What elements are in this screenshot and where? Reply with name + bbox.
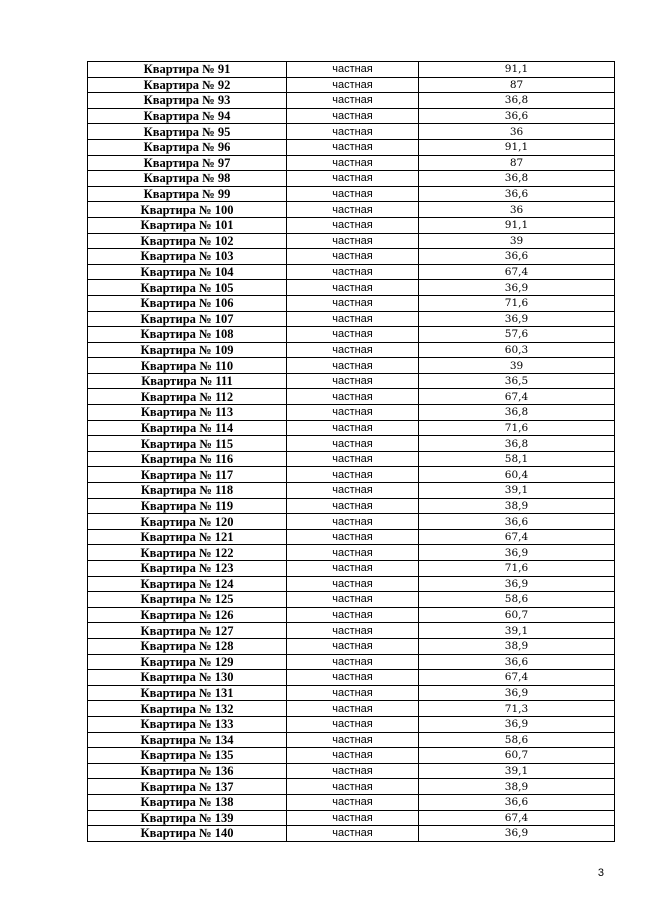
area-cell: 67,4 xyxy=(419,264,615,280)
ownership-type-cell: частная xyxy=(287,826,419,842)
area-cell: 36,9 xyxy=(419,716,615,732)
apartment-name-cell: Квартира № 94 xyxy=(88,108,287,124)
area-cell: 36,6 xyxy=(419,654,615,670)
apartment-name-cell: Квартира № 119 xyxy=(88,498,287,514)
apartment-name-cell: Квартира № 104 xyxy=(88,264,287,280)
ownership-type-cell: частная xyxy=(287,701,419,717)
table-row xyxy=(88,311,615,327)
apartment-name-cell: Квартира № 120 xyxy=(88,514,287,530)
area-cell: 36,9 xyxy=(419,826,615,842)
table-row xyxy=(88,249,615,265)
table-row xyxy=(88,389,615,405)
ownership-type-cell: частная xyxy=(287,389,419,405)
area-cell: 36,6 xyxy=(419,794,615,810)
area-cell: 57,6 xyxy=(419,327,615,343)
table-row xyxy=(88,280,615,296)
table-row xyxy=(88,701,615,717)
ownership-type-cell: частная xyxy=(287,327,419,343)
table-row xyxy=(88,342,615,358)
apartment-name-cell: Квартира № 92 xyxy=(88,77,287,93)
ownership-type-cell: частная xyxy=(287,592,419,608)
table-row xyxy=(88,171,615,187)
page-number: 3 xyxy=(597,867,604,879)
table-row xyxy=(88,93,615,109)
area-cell: 67,4 xyxy=(419,529,615,545)
area-cell: 91,1 xyxy=(419,62,615,78)
apartment-name-cell: Квартира № 127 xyxy=(88,623,287,639)
table-row xyxy=(88,810,615,826)
area-cell: 36,8 xyxy=(419,93,615,109)
table-row xyxy=(88,483,615,499)
apartment-name-cell: Квартира № 135 xyxy=(88,748,287,764)
apartment-name-cell: Квартира № 125 xyxy=(88,592,287,608)
apartment-name-cell: Квартира № 100 xyxy=(88,202,287,218)
table-row xyxy=(88,779,615,795)
table-row xyxy=(88,623,615,639)
ownership-type-cell: частная xyxy=(287,62,419,78)
table-row xyxy=(88,545,615,561)
area-cell: 60,7 xyxy=(419,607,615,623)
area-cell: 36,6 xyxy=(419,108,615,124)
apartment-name-cell: Квартира № 123 xyxy=(88,561,287,577)
apartment-name-cell: Квартира № 105 xyxy=(88,280,287,296)
apartment-name-cell: Квартира № 99 xyxy=(88,186,287,202)
table-row xyxy=(88,451,615,467)
table-row xyxy=(88,592,615,608)
ownership-type-cell: частная xyxy=(287,654,419,670)
area-cell: 91,1 xyxy=(419,217,615,233)
area-cell: 36,9 xyxy=(419,576,615,592)
area-cell: 36,8 xyxy=(419,405,615,421)
table-row xyxy=(88,763,615,779)
area-cell: 60,7 xyxy=(419,748,615,764)
area-cell: 58,6 xyxy=(419,732,615,748)
area-cell: 36,8 xyxy=(419,171,615,187)
ownership-type-cell: частная xyxy=(287,264,419,280)
ownership-type-cell: частная xyxy=(287,217,419,233)
ownership-type-cell: частная xyxy=(287,607,419,623)
apartment-name-cell: Квартира № 138 xyxy=(88,794,287,810)
area-cell: 60,4 xyxy=(419,467,615,483)
table-row xyxy=(88,233,615,249)
area-cell: 36 xyxy=(419,202,615,218)
area-cell: 71,6 xyxy=(419,295,615,311)
table-row xyxy=(88,654,615,670)
area-cell: 36,9 xyxy=(419,685,615,701)
ownership-type-cell: частная xyxy=(287,280,419,296)
ownership-type-cell: частная xyxy=(287,529,419,545)
apartment-name-cell: Квартира № 98 xyxy=(88,171,287,187)
ownership-type-cell: частная xyxy=(287,436,419,452)
table-row xyxy=(88,108,615,124)
ownership-type-cell: частная xyxy=(287,670,419,686)
apartment-name-cell: Квартира № 101 xyxy=(88,217,287,233)
ownership-type-cell: частная xyxy=(287,732,419,748)
apartment-name-cell: Квартира № 91 xyxy=(88,62,287,78)
apartment-name-cell: Квартира № 97 xyxy=(88,155,287,171)
ownership-type-cell: частная xyxy=(287,77,419,93)
table-row xyxy=(88,529,615,545)
apartment-name-cell: Квартира № 118 xyxy=(88,483,287,499)
area-cell: 36,8 xyxy=(419,436,615,452)
apartments-table xyxy=(87,61,615,842)
table-row xyxy=(88,217,615,233)
apartment-name-cell: Квартира № 107 xyxy=(88,311,287,327)
ownership-type-cell: частная xyxy=(287,561,419,577)
apartment-name-cell: Квартира № 139 xyxy=(88,810,287,826)
ownership-type-cell: частная xyxy=(287,405,419,421)
ownership-type-cell: частная xyxy=(287,763,419,779)
area-cell: 58,1 xyxy=(419,451,615,467)
table-row xyxy=(88,295,615,311)
ownership-type-cell: частная xyxy=(287,716,419,732)
apartment-name-cell: Квартира № 117 xyxy=(88,467,287,483)
ownership-type-cell: частная xyxy=(287,311,419,327)
ownership-type-cell: частная xyxy=(287,779,419,795)
apartment-name-cell: Квартира № 95 xyxy=(88,124,287,140)
area-cell: 36,9 xyxy=(419,280,615,296)
table-row xyxy=(88,732,615,748)
apartment-name-cell: Квартира № 108 xyxy=(88,327,287,343)
table-row xyxy=(88,467,615,483)
area-cell: 60,3 xyxy=(419,342,615,358)
area-cell: 39 xyxy=(419,233,615,249)
apartments-table-body xyxy=(88,62,615,842)
ownership-type-cell: частная xyxy=(287,249,419,265)
area-cell: 38,9 xyxy=(419,638,615,654)
table-row xyxy=(88,124,615,140)
area-cell: 36,9 xyxy=(419,545,615,561)
apartment-name-cell: Квартира № 93 xyxy=(88,93,287,109)
table-row xyxy=(88,420,615,436)
area-cell: 39,1 xyxy=(419,623,615,639)
area-cell: 38,9 xyxy=(419,779,615,795)
apartment-name-cell: Квартира № 132 xyxy=(88,701,287,717)
ownership-type-cell: частная xyxy=(287,748,419,764)
table-row xyxy=(88,327,615,343)
table-row xyxy=(88,436,615,452)
apartment-name-cell: Квартира № 140 xyxy=(88,826,287,842)
ownership-type-cell: частная xyxy=(287,451,419,467)
apartment-name-cell: Квартира № 121 xyxy=(88,529,287,545)
apartment-name-cell: Квартира № 122 xyxy=(88,545,287,561)
area-cell: 67,4 xyxy=(419,389,615,405)
ownership-type-cell: частная xyxy=(287,171,419,187)
apartment-name-cell: Квартира № 137 xyxy=(88,779,287,795)
table-row xyxy=(88,77,615,93)
apartment-name-cell: Квартира № 116 xyxy=(88,451,287,467)
table-row xyxy=(88,514,615,530)
ownership-type-cell: частная xyxy=(287,139,419,155)
ownership-type-cell: частная xyxy=(287,810,419,826)
apartment-name-cell: Квартира № 129 xyxy=(88,654,287,670)
apartment-name-cell: Квартира № 134 xyxy=(88,732,287,748)
area-cell: 67,4 xyxy=(419,670,615,686)
apartment-name-cell: Квартира № 124 xyxy=(88,576,287,592)
apartment-name-cell: Квартира № 106 xyxy=(88,295,287,311)
area-cell: 36,9 xyxy=(419,311,615,327)
area-cell: 36,6 xyxy=(419,514,615,530)
table-row xyxy=(88,186,615,202)
ownership-type-cell: частная xyxy=(287,623,419,639)
table-row xyxy=(88,62,615,78)
table-row xyxy=(88,794,615,810)
table-row xyxy=(88,264,615,280)
table-row xyxy=(88,576,615,592)
ownership-type-cell: частная xyxy=(287,295,419,311)
apartment-name-cell: Квартира № 96 xyxy=(88,139,287,155)
table-row xyxy=(88,670,615,686)
apartment-name-cell: Квартира № 111 xyxy=(88,373,287,389)
area-cell: 87 xyxy=(419,155,615,171)
apartment-name-cell: Квартира № 130 xyxy=(88,670,287,686)
area-cell: 71,3 xyxy=(419,701,615,717)
apartment-name-cell: Квартира № 103 xyxy=(88,249,287,265)
ownership-type-cell: частная xyxy=(287,155,419,171)
ownership-type-cell: частная xyxy=(287,108,419,124)
area-cell: 71,6 xyxy=(419,420,615,436)
table-row xyxy=(88,202,615,218)
apartment-name-cell: Квартира № 110 xyxy=(88,358,287,374)
table-row xyxy=(88,638,615,654)
ownership-type-cell: частная xyxy=(287,186,419,202)
apartment-name-cell: Квартира № 136 xyxy=(88,763,287,779)
area-cell: 38,9 xyxy=(419,498,615,514)
ownership-type-cell: частная xyxy=(287,576,419,592)
area-cell: 36,5 xyxy=(419,373,615,389)
ownership-type-cell: частная xyxy=(287,233,419,249)
apartment-name-cell: Квартира № 131 xyxy=(88,685,287,701)
area-cell: 36,6 xyxy=(419,249,615,265)
apartment-name-cell: Квартира № 115 xyxy=(88,436,287,452)
ownership-type-cell: частная xyxy=(287,124,419,140)
area-cell: 91,1 xyxy=(419,139,615,155)
ownership-type-cell: частная xyxy=(287,498,419,514)
ownership-type-cell: частная xyxy=(287,545,419,561)
table-row xyxy=(88,498,615,514)
ownership-type-cell: частная xyxy=(287,514,419,530)
table-row xyxy=(88,607,615,623)
area-cell: 67,4 xyxy=(419,810,615,826)
table-row xyxy=(88,405,615,421)
area-cell: 36 xyxy=(419,124,615,140)
table-row xyxy=(88,373,615,389)
area-cell: 87 xyxy=(419,77,615,93)
table-row xyxy=(88,561,615,577)
apartment-name-cell: Квартира № 126 xyxy=(88,607,287,623)
area-cell: 36,6 xyxy=(419,186,615,202)
ownership-type-cell: частная xyxy=(287,483,419,499)
ownership-type-cell: частная xyxy=(287,685,419,701)
table-row xyxy=(88,139,615,155)
ownership-type-cell: частная xyxy=(287,202,419,218)
table-row xyxy=(88,155,615,171)
apartment-name-cell: Квартира № 133 xyxy=(88,716,287,732)
ownership-type-cell: частная xyxy=(287,467,419,483)
table-row xyxy=(88,358,615,374)
table-row xyxy=(88,716,615,732)
area-cell: 39 xyxy=(419,358,615,374)
apartment-name-cell: Квартира № 102 xyxy=(88,233,287,249)
area-cell: 39,1 xyxy=(419,483,615,499)
table-row xyxy=(88,826,615,842)
area-cell: 71,6 xyxy=(419,561,615,577)
apartment-name-cell: Квартира № 113 xyxy=(88,405,287,421)
apartment-name-cell: Квартира № 109 xyxy=(88,342,287,358)
ownership-type-cell: частная xyxy=(287,342,419,358)
ownership-type-cell: частная xyxy=(287,420,419,436)
apartment-name-cell: Квартира № 114 xyxy=(88,420,287,436)
ownership-type-cell: частная xyxy=(287,638,419,654)
ownership-type-cell: частная xyxy=(287,358,419,374)
ownership-type-cell: частная xyxy=(287,794,419,810)
apartment-name-cell: Квартира № 112 xyxy=(88,389,287,405)
table-row xyxy=(88,748,615,764)
area-cell: 58,6 xyxy=(419,592,615,608)
apartment-name-cell: Квартира № 128 xyxy=(88,638,287,654)
area-cell: 39,1 xyxy=(419,763,615,779)
table-row xyxy=(88,685,615,701)
ownership-type-cell: частная xyxy=(287,93,419,109)
ownership-type-cell: частная xyxy=(287,373,419,389)
